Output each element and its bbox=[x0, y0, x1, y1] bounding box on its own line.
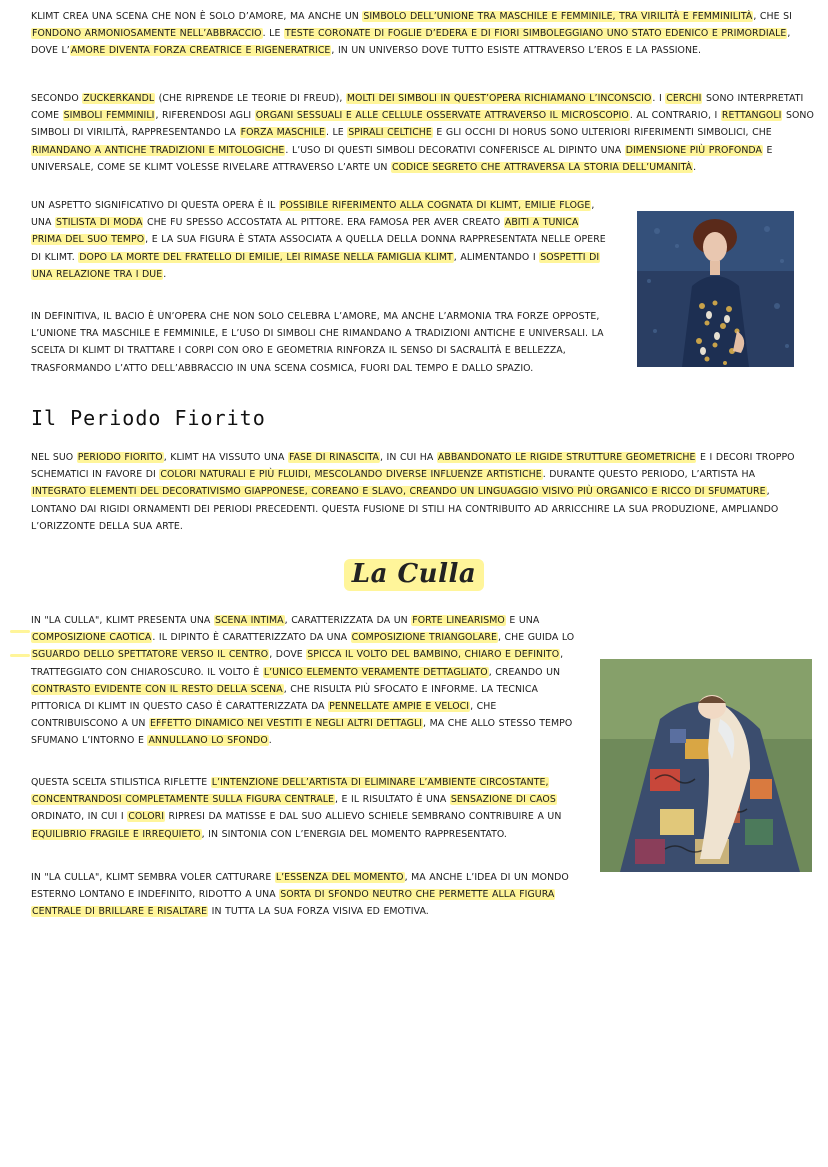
emilie-floge-portrait-image bbox=[637, 211, 794, 367]
highlighted-text: FORZA MASCHILE bbox=[240, 127, 325, 139]
highlighted-text: POSSIBILE RIFERIMENTO ALLA COGNATA DI KLIMT, EMILIE FLOGE bbox=[279, 200, 591, 211]
text-segment: E UNIVERSALE, COME SE KLIMT VOLESSE RIVELARE ATTRAVERSO L’ARTE UN bbox=[31, 144, 773, 173]
text-segment: , IN UN UNIVERSO DOVE TUTTO ESISTE ATTRAVERSO L’EROS E LA PASSIONE. bbox=[331, 45, 702, 57]
text-segment: , CHE CONTRIBUISCONO A UN bbox=[31, 701, 497, 730]
highlighted-text: L’UNICO ELEMENTO VERAMENTE DETTAGLIATO bbox=[263, 666, 488, 678]
heading-la-culla-text: La Culla bbox=[344, 559, 484, 591]
highlighted-text: COMPOSIZIONE CAOTICA bbox=[32, 632, 152, 644]
paragraph-la-culla-intro bbox=[31, 612, 579, 750]
text-segment: . AL CONTRARIO, I bbox=[629, 110, 721, 122]
text-segment: , KLIMT HA VISSUTO UNA bbox=[163, 452, 288, 463]
highlighted-text: EQUILIBRIO FRAGILE E IRREQUIETO bbox=[32, 828, 201, 840]
text-segment: , DOVE bbox=[269, 649, 307, 661]
highlighted-text: TESTE CORONATE DI FOGLIE D’EDERA E DI FIORI SIMBOLEGGIANO UNO STATO EDENICO E PRIMORDIALE bbox=[284, 28, 787, 40]
text-segment: CHE FU SPESSO ACCOSTATA AL PITTORE. ERA FAMOSA PER AVER CREATO bbox=[143, 217, 504, 229]
text-segment: E GLI OCCHI DI HORUS SONO ULTERIORI RIFERIMENTI SIMBOLICI, CHE bbox=[432, 127, 772, 139]
text-segment: , CHE RISULTA PIÙ SFOCATO E INFORME. LA TECNICA PITTORICA DI KLIMT IN QUESTO CASO È CARATTERIZZATA DA bbox=[31, 683, 538, 713]
paragraph-zuckerkandl bbox=[31, 90, 814, 176]
text-segment: , ALIMENTANDO I bbox=[453, 251, 540, 263]
highlighted-text: RIMANDANO A ANTICHE TRADIZIONI E MITOLOGICHE bbox=[32, 144, 285, 156]
highlighted-text: INTEGRATO ELEMENTI DEL DECORATIVISMO GIAPPONESE, COREANO E SLAVO, CREANDO UN LINGUAGGIO VISIVO PIÙ ORGANICO E RICCO DI SFUMATURE bbox=[32, 486, 766, 498]
highlighted-text: CODICE SEGRETO CHE ATTRAVERSA LA STORIA DELL’UMANITÀ bbox=[392, 161, 693, 173]
text-segment: , CHE SI bbox=[753, 11, 792, 22]
heading-periodo-fiorito: Il Periodo Fiorito bbox=[31, 406, 266, 430]
highlighted-text: SIMBOLO DELL’UNIONE TRA MASCHILE E FEMMINILE, TRA VIRILITÀ E FEMMINILITÀ bbox=[363, 11, 753, 22]
text-segment: , TRATTEGGIATO CON CHIAROSCURO. IL VOLTO È bbox=[31, 649, 564, 678]
text-segment: E I DECORI TROPPO SCHEMATICI IN FAVORE DI bbox=[31, 452, 795, 481]
text-segment: IN "LA CULLA", KLIMT SEMBRA VOLER CATTURARE bbox=[31, 872, 275, 883]
text-segment: , CHE GUIDA LO bbox=[497, 632, 575, 644]
heading-la-culla bbox=[0, 552, 828, 590]
paragraph-la-culla-essenza bbox=[31, 869, 571, 921]
highlighted-text: FASE DI RINASCITA bbox=[288, 452, 379, 463]
text-segment: QUESTA SCELTA STILISTICA RIFLETTE bbox=[31, 777, 211, 788]
highlighted-text: COMPOSIZIONE TRIANGOLARE bbox=[351, 632, 497, 644]
highlighted-text: ANNULLANO LO SFONDO bbox=[148, 735, 268, 747]
highlighted-text: SOSPETTI DI UNA RELAZIONE TRA I DUE bbox=[32, 251, 600, 280]
highlighted-text: DOPO LA MORTE DEL FRATELLO DI EMILIE, LEI RIMASE NELLA FAMIGLIA KLIMT bbox=[79, 251, 453, 263]
text-segment: , MA ANCHE L’IDEA DI UN MONDO ESTERNO LONTANO E INDEFINITO, RIDOTTO A UNA bbox=[31, 872, 569, 901]
text-segment: , IN SINTONIA CON L’ENERGIA DEL MOMENTO RAPPRESENTATO. bbox=[201, 828, 507, 840]
text-segment: SONO INTERPRETATI COME bbox=[31, 93, 804, 122]
highlighted-text: SIMBOLI FEMMINILI bbox=[63, 110, 155, 122]
highlighted-text: COLORI NATURALI E PIÙ FLUIDI, MESCOLANDO DIVERSE INFLUENZE ARTISTICHE bbox=[160, 469, 542, 481]
highlighted-text: ABBANDONATO LE RIGIDE STRUTTURE GEOMETRICHE bbox=[437, 452, 696, 463]
text-segment: NEL SUO bbox=[31, 452, 77, 463]
text-segment: , E IL RISULTATO È UNA bbox=[334, 794, 450, 806]
text-segment: IN "LA CULLA", KLIMT PRESENTA UNA bbox=[31, 615, 214, 626]
text-segment: . DURANTE QUESTO PERIODO, L’ARTISTA HA bbox=[542, 469, 756, 481]
text-segment: . bbox=[163, 268, 167, 280]
paragraph-conclusione-bacio bbox=[31, 308, 611, 377]
text-segment: . I bbox=[652, 93, 666, 104]
text-segment: ORDINATO, IN CUI I bbox=[31, 811, 128, 823]
text-segment: SECONDO bbox=[31, 93, 83, 104]
highlighted-text: PENNELLATE AMPIE E VELOCI bbox=[329, 701, 470, 713]
text-segment: E UNA bbox=[505, 615, 540, 626]
paragraph-bacio-symbolism bbox=[31, 8, 806, 60]
highlighted-text: SPICCA IL VOLTO DEL BAMBINO, CHIARO E DEFINITO bbox=[307, 649, 560, 661]
text-segment: (CHE RIPRENDE LE TEORIE DI FREUD), bbox=[155, 93, 346, 104]
text-segment: , IN CUI HA bbox=[379, 452, 437, 463]
highlighted-text: COLORI bbox=[128, 811, 165, 823]
text-segment: , LONTANO DAI RIGIDI ORNAMENTI DEI PERIODI PRECEDENTI. QUESTA FUSIONE DI STILI HA CONTRIBUITO AD ARRICCHIRE LA SUA PRODUZIONE, AMPLIANDO L’ORIZZONTE DELLA SUA ARTE. bbox=[31, 486, 779, 532]
text-segment: , DOVE L’ bbox=[31, 28, 791, 57]
highlighted-text: SPIRALI CELTICHE bbox=[348, 127, 432, 139]
highlighted-text: CERCHI bbox=[666, 93, 702, 104]
text-segment: , MA CHE ALLO STESSO TEMPO SFUMANO L’INTORNO E bbox=[31, 718, 573, 747]
text-segment: IN TUTTA LA SUA FORZA VISIVA ED EMOTIVA. bbox=[208, 906, 429, 918]
text-segment: . L’USO DI QUESTI SIMBOLI DECORATIVI CONFERISCE AL DIPINTO UNA bbox=[285, 144, 625, 156]
la-culla-painting-image bbox=[600, 659, 812, 872]
paragraph-emilie-floge bbox=[31, 197, 611, 283]
text-segment: KLIMT CREA UNA SCENA CHE NON È SOLO D’AMORE, MA ANCHE UN bbox=[31, 11, 363, 22]
text-segment: IN DEFINITIVA, IL BACIO È UN’OPERA CHE NON SOLO CELEBRA L’AMORE, MA ANCHE L’ARMONIA TRA FORZE OPPOSTE, L’UNIONE TRA MASCHILE E FEMMINILE, E L’USO DI SIMBOLI CHE RIMANDANO A TRADIZIONI ANTICHE E UNIVERSALI. LA SCELTA DI KLIMT DI TRATTARE I CORPI CON ORO E GEOMETRIA RINFORZA IL SENSO DI SACRALITÀ E BELLEZZA, TRASFORMANDO L’ATTO DELL’ABBRACCIO IN UNA SCENA COSMICA, FUORI DAL TEMPO E DALLO SPAZIO. bbox=[31, 311, 604, 374]
highlighted-text: L’INTENZIONE DELL’ARTISTA DI ELIMINARE L’AMBIENTE CIRCOSTANTE, CONCENTRANDOSI COMPLETAMENTE SULLA FIGURA CENTRALE bbox=[32, 777, 549, 806]
text-segment: . LE bbox=[262, 28, 284, 40]
text-segment: . bbox=[268, 735, 272, 747]
text-segment: . bbox=[693, 161, 697, 173]
text-segment: . IL DIPINTO È CARATTERIZZATO DA UNA bbox=[152, 632, 351, 644]
highlighted-text: DIMENSIONE PIÙ PROFONDA bbox=[625, 144, 762, 156]
highlighted-text: FONDONO ARMONIOSAMENTE NELL’ABBRACCIO bbox=[32, 28, 262, 40]
text-segment: RIPRESI DA MATISSE E DAL SUO ALLIEVO SCHIELE SEMBRANO CONTRIBUIRE A UN bbox=[165, 811, 562, 823]
text-segment: , UNA bbox=[31, 200, 595, 229]
highlighted-text: FORTE LINEARISMO bbox=[412, 615, 505, 626]
paragraph-periodo-fiorito bbox=[31, 449, 801, 535]
highlighted-text: MOLTI DEI SIMBOLI IN QUEST’OPERA RICHIAMANO L’INCONSCIO bbox=[346, 93, 652, 104]
highlighted-text: ZUCKERKANDL bbox=[83, 93, 155, 104]
text-segment: , CARATTERIZZATA DA UN bbox=[284, 615, 412, 626]
text-segment: , CREANDO UN bbox=[488, 666, 561, 678]
text-segment: UN ASPETTO SIGNIFICATIVO DI QUESTA OPERA È IL bbox=[31, 200, 279, 211]
highlighted-text: ORGANI SESSUALI E ALLE CELLULE OSSERVATE ATTRAVERSO IL MICROSCOPIO bbox=[255, 110, 629, 122]
highlighted-text: AMORE DIVENTA FORZA CREATRICE E RIGENERATRICE bbox=[70, 45, 331, 57]
highlighted-text: CONTRASTO EVIDENTE CON IL RESTO DELLA SCENA bbox=[32, 683, 283, 695]
highlighted-text: EFFETTO DINAMICO NEI VESTITI E NEGLI ALTRI DETTAGLI bbox=[150, 718, 423, 730]
highlighted-text: SORTA DI SFONDO NEUTRO CHE PERMETTE ALLA FIGURA CENTRALE DI BRILLARE E RISALTARE bbox=[32, 889, 555, 918]
highlighted-text: L’ESSENZA DEL MOMENTO bbox=[275, 872, 404, 883]
text-segment: , E LA SUA FIGURA È STATA ASSOCIATA A QUELLA DELLA DONNA RAPPRESENTATA NELLE OPERE DI KLIMT. bbox=[31, 234, 606, 263]
highlighted-text: PERIODO FIORITO bbox=[77, 452, 163, 463]
text-segment: SONO SIMBOLI DI VIRILITÀ, RAPPRESENTANDO LA bbox=[31, 110, 814, 139]
highlighter-stroke bbox=[10, 630, 30, 633]
highlighter-stroke bbox=[10, 654, 30, 657]
text-segment: , RIFERENDOSI AGLI bbox=[155, 110, 255, 122]
paragraph-la-culla-stile bbox=[31, 774, 586, 843]
highlighted-text: SCENA INTIMA bbox=[214, 615, 284, 626]
text-segment: . LE bbox=[325, 127, 348, 139]
highlighted-text: ABITI A TUNICA PRIMA DEL SUO TEMPO bbox=[32, 217, 579, 246]
highlighted-text: STILISTA DI MODA bbox=[55, 217, 143, 229]
highlighted-text: SGUARDO DELLO SPETTATORE VERSO IL CENTRO bbox=[32, 649, 269, 661]
highlighted-text: SENSAZIONE DI CAOS bbox=[450, 794, 556, 806]
highlighted-text: RETTANGOLI bbox=[721, 110, 782, 122]
